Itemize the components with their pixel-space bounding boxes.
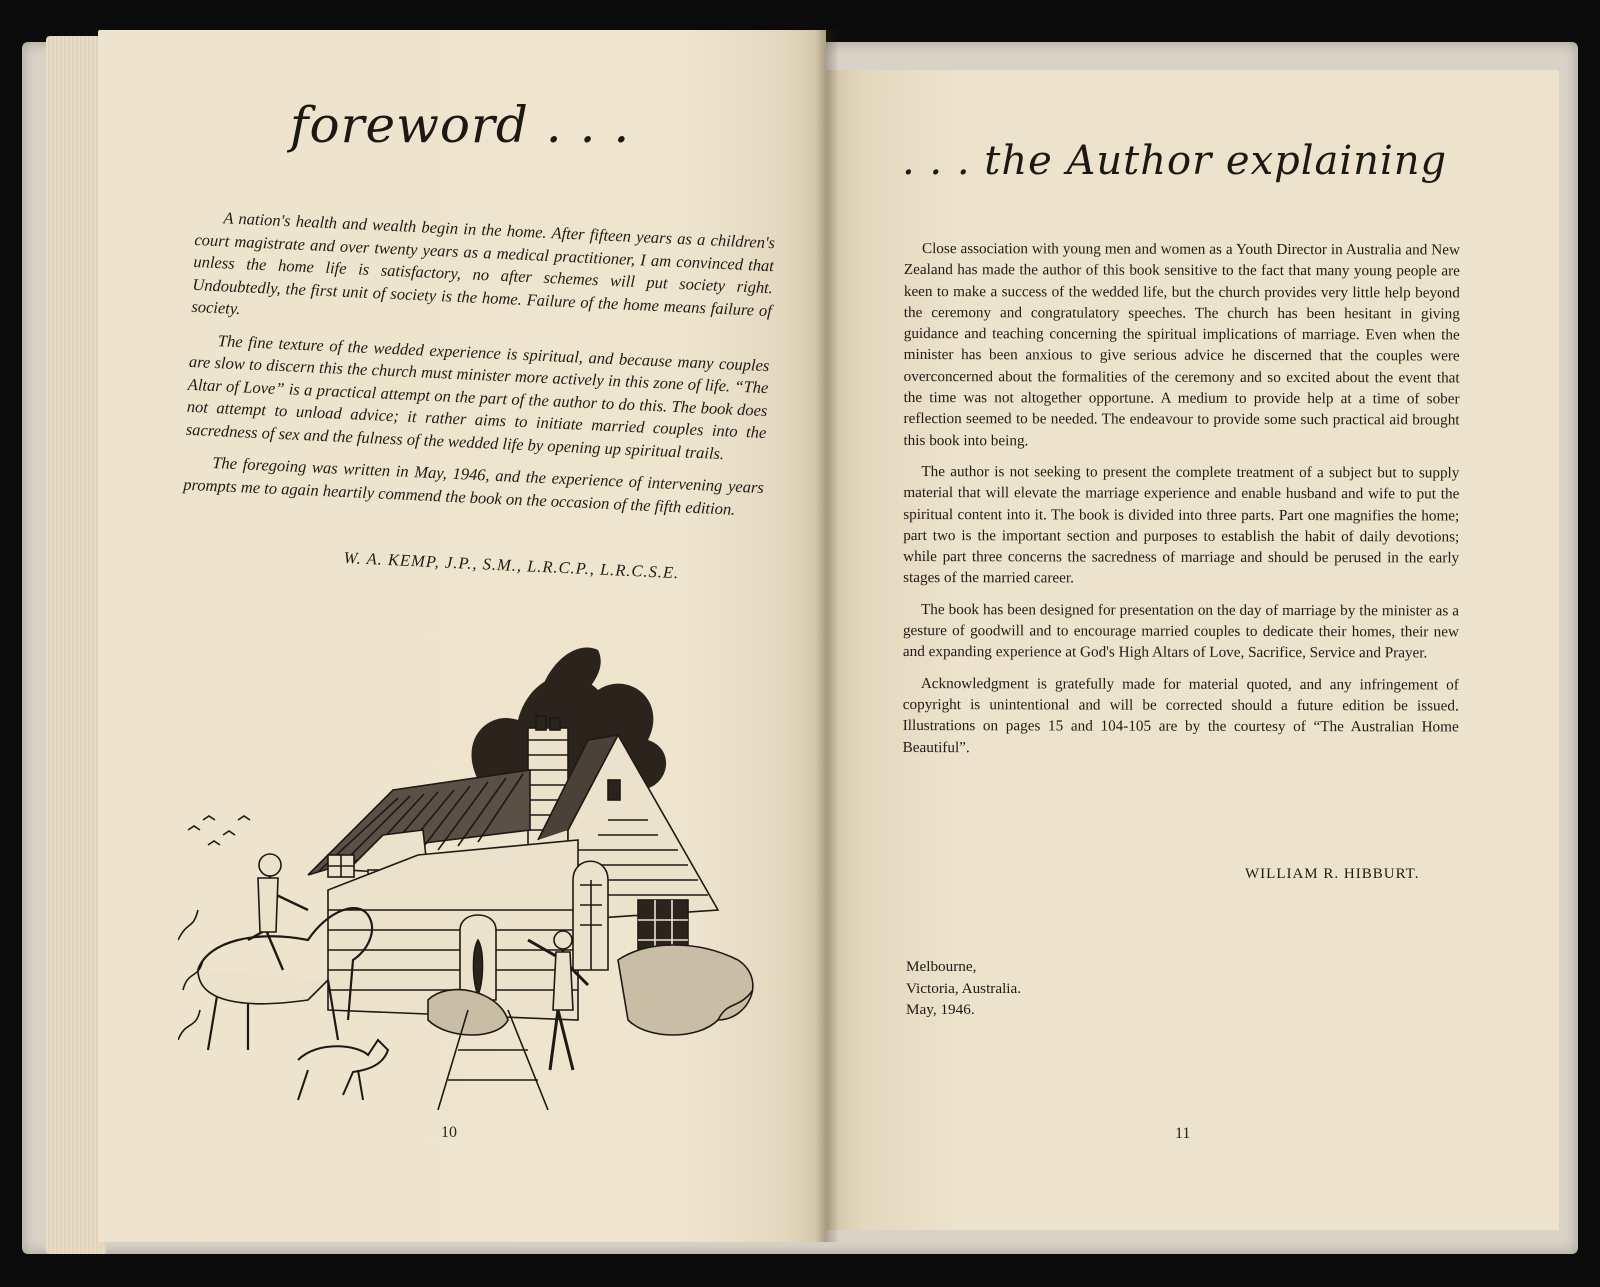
place-and-date <box>906 956 1021 1021</box>
place-line: Victoria, Australia. <box>906 979 1022 997</box>
author-signature: WILLIAM R. HIBBURT. <box>1245 866 1420 882</box>
foreword-paragraph: The foregoing was written in May, 1946, and the experience of intervening years prompts me to again heartily commend the book on the occasion of the fifth edition. <box>182 453 765 519</box>
place-line: Melbourne, <box>906 958 977 975</box>
date-line: May, 1946. <box>906 1001 975 1018</box>
author-paragraph: Close association with young men and women as a Youth Director in Australia and New Zealand has made the author of this book sensitive to the fact that many young people are keen to make a success of the wedded life, but the church provides very little help beyond the ceremony and congratulatory speeches. The church has been hesitant in giving guidance and teaching concerning the spiritual implications of marriage. Even when the minister has been anxious to give serious advice he discerned that the couples were overconcerned about the formalities of the ceremony and so excited about the event that the time was not altogether opportune. A medium to provide help at a time of sober reflection seemed to be needed. The endeavour to provide some such practical aid brought this book into being. <box>903 240 1460 449</box>
cottage-illustration <box>178 640 778 1110</box>
author-paragraph: The author is not seeking to present the complete treatment of a subject but to supply material that will elevate the marriage experience and enable husband and wife to put the spiritual content into it. The book is divided into three parts. Part one magnifies the home; part two is the important section and purposes to establish the habit of daily devotions; while part three concerns the sacredness of marriage and should be perused in the early stages of the married career. <box>903 463 1460 587</box>
page-number-right: 11 <box>1175 1125 1191 1142</box>
spine-shadow <box>815 30 839 1242</box>
page-edges <box>46 36 106 1254</box>
author-paragraph: The book has been designed for presentation on the day of marriage by the minister as a gesture of goodwill and to encourage married couples to dedicate their homes, their new and expanding experience at God's High Altars of Love, Sacrifice, Service and Prayer. <box>902 600 1460 662</box>
foreword-signature: W. A. KEMP, J.P., S.M., L.R.C.P., L.R.C.S.E. <box>343 548 680 583</box>
foreword-paragraph: A nation's health and wealth begin in the home. After fifteen years as a children's court magistrate and over twenty years as a medical practitioner, I am convinced that unless the home life is satisfactory, no after schemes will put society right. Undoubtedly, the first unit of society is the home. Failure of the home means failure of society. <box>191 208 776 320</box>
foreword-body <box>182 206 775 532</box>
page-number-left: 10 <box>441 1124 457 1141</box>
foreword-heading: foreword . . . <box>290 96 631 154</box>
author-paragraph: Acknowledgment is gratefully made for material quoted, and any infringement of copyright is unintentional and will be corrected should a future edition be issued. Illustrations on pages 15 and 104-105 are by the courtesy of “The Australian Home Beautiful”. <box>902 674 1459 756</box>
author-body <box>903 238 1460 769</box>
foreword-paragraph: The fine texture of the wedded experience is spiritual, and because many couples are slow to discern this the church must minister more actively in this zone of life. “The Altar of Love” is a practical attempt on the part of the author to do this. The book does not attempt to unload advice; it rather aims to initiate married couples into the sacredness of sex and the fulness of the wedded life by opening up spiritual trails. <box>185 330 770 463</box>
author-heading: . . . the Author explaining <box>902 138 1448 184</box>
